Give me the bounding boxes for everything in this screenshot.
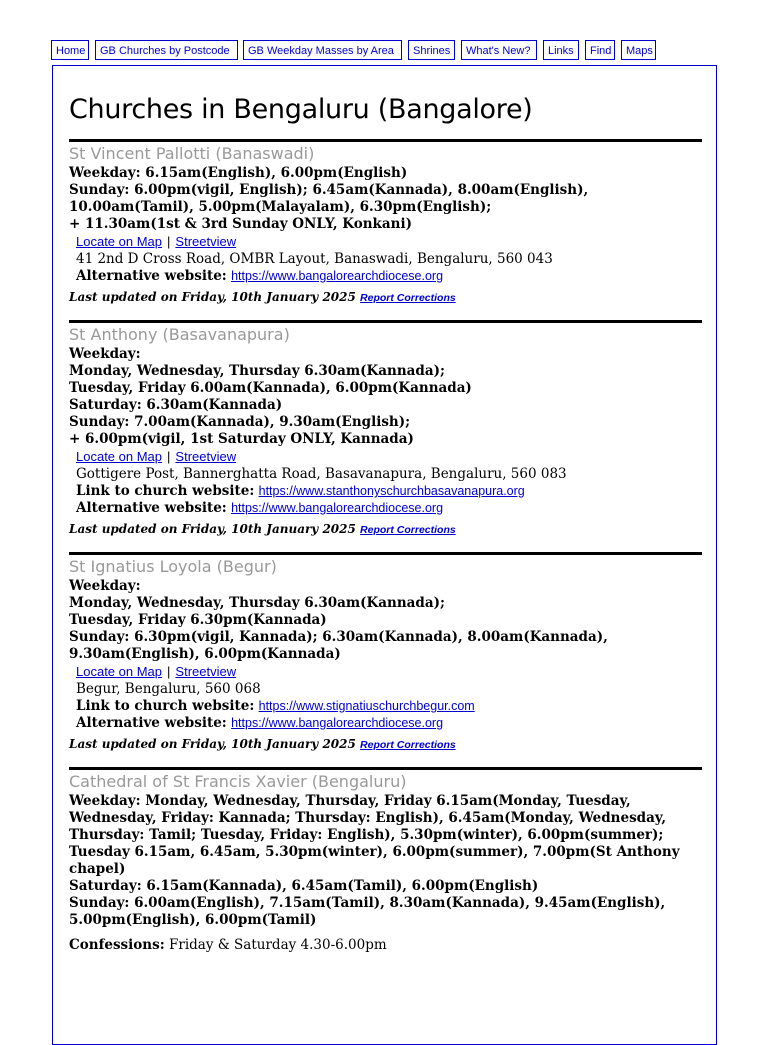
separator: | bbox=[167, 664, 171, 679]
locate-on-map-link[interactable]: Locate on Map bbox=[76, 234, 163, 249]
church-name: St Anthony (Basavanapura) bbox=[69, 325, 290, 344]
last-updated-text: Last updated on Friday, 10th January 2025 bbox=[69, 522, 356, 536]
alternative-website bbox=[76, 500, 702, 517]
last-updated bbox=[69, 735, 702, 754]
content-area bbox=[69, 66, 702, 954]
locate-on-map-link[interactable]: Locate on Map bbox=[76, 664, 163, 679]
last-updated-text: Last updated on Friday, 10th January 2025 bbox=[69, 737, 356, 751]
divider bbox=[69, 767, 702, 770]
separator: | bbox=[167, 234, 171, 249]
nav-home-link[interactable]: Home bbox=[51, 40, 89, 60]
mass-line: Weekday: 6.15am(English), 6.00pm(English) bbox=[69, 165, 408, 181]
mass-line: Sunday: 6.00am(English), 7.15am(Tamil), 8.30am(Kannada), 9.45am(English), 5.00pm(English), 6.00pm(Tamil) bbox=[69, 895, 666, 928]
mass-line: Weekday: bbox=[69, 578, 141, 594]
last-updated-text: Last updated on Friday, 10th January 2025 bbox=[69, 290, 356, 304]
confessions-label: Confessions: bbox=[69, 937, 165, 953]
map-links bbox=[76, 663, 702, 681]
church-website bbox=[76, 698, 702, 715]
church-entry bbox=[69, 552, 702, 754]
mass-line: Weekday: Monday, Wednesday, Thursday, Friday 6.15am(Monday, Tuesday, Wednesday, Friday: Kannada; Thursday: English), 6.45am(Monday, Wednesday, Thursday: Tamil; Tuesday, Friday: English), 5.30pm(winter), 6.00pm(summer); bbox=[69, 793, 667, 843]
report-corrections-link[interactable]: Report Corrections bbox=[360, 739, 456, 751]
mass-times bbox=[69, 165, 702, 233]
church-website-label: Link to church website: bbox=[76, 483, 255, 499]
mass-line: Sunday: 7.00am(Kannada), 9.30am(English); bbox=[69, 414, 411, 430]
mass-line: Weekday: bbox=[69, 346, 141, 362]
mass-line: Monday, Wednesday, Thursday 6.30am(Kannada); bbox=[69, 595, 445, 611]
church-name: Cathedral of St Francis Xavier (Bengaluru) bbox=[69, 772, 407, 791]
church-entry bbox=[69, 139, 702, 307]
mass-line: Sunday: 6.30pm(vigil, Kannada); 6.30am(Kannada), 8.00am(Kannada), 9.30am(English), 6.00pm(Kannada) bbox=[69, 629, 608, 662]
map-links bbox=[76, 233, 702, 251]
alternative-website-label: Alternative website: bbox=[76, 715, 227, 731]
confessions-times: Friday & Saturday 4.30-6.00pm bbox=[169, 937, 387, 953]
nav-churches-by-postcode-link[interactable]: GB Churches by Postcode bbox=[95, 40, 238, 60]
church-website-link[interactable]: https://www.stanthonyschurchbasavanapura.org bbox=[258, 484, 525, 498]
church-website-label: Link to church website: bbox=[76, 698, 255, 714]
confessions bbox=[69, 937, 702, 954]
last-updated bbox=[69, 288, 702, 307]
alternative-website-link[interactable]: https://www.bangalorearchdiocese.org bbox=[231, 269, 444, 283]
mass-times bbox=[69, 793, 702, 929]
nav-links-link[interactable]: Links bbox=[543, 40, 579, 60]
church-name: St Ignatius Loyola (Begur) bbox=[69, 557, 277, 576]
alternative-website bbox=[76, 268, 702, 285]
mass-line: Saturday: 6.30am(Kannada) bbox=[69, 397, 283, 413]
mass-line: Tuesday, Friday 6.00am(Kannada), 6.00pm(Kannada) bbox=[69, 380, 472, 396]
church-entry bbox=[69, 320, 702, 539]
last-updated bbox=[69, 520, 702, 539]
streetview-link[interactable]: Streetview bbox=[175, 664, 237, 679]
alternative-website-link[interactable]: https://www.bangalorearchdiocese.org bbox=[231, 501, 444, 515]
nav-maps-link[interactable]: Maps bbox=[621, 40, 656, 60]
nav-shrines-link[interactable]: Shrines bbox=[408, 40, 455, 60]
mass-line: Sunday: 6.00pm(vigil, English); 6.45am(Kannada), 8.00am(English), 10.00am(Tamil), 5.00pm(Malayalam), 6.30pm(English); bbox=[69, 182, 589, 215]
church-website-link[interactable]: https://www.stignatiuschurchbegur.com bbox=[258, 699, 475, 713]
map-links bbox=[76, 448, 702, 466]
church-address: Gottigere Post, Bannerghatta Road, Basavanapura, Bengaluru, 560 083 bbox=[76, 466, 567, 482]
report-corrections-link[interactable]: Report Corrections bbox=[360, 292, 456, 304]
mass-line: Monday, Wednesday, Thursday 6.30am(Kannada); bbox=[69, 363, 445, 379]
mass-line: Tuesday 6.15am, 6.45am, 5.30pm(winter), 6.00pm(summer), 7.00pm(St Anthony chapel) bbox=[69, 844, 680, 877]
church-entry bbox=[69, 767, 702, 954]
alternative-website-link[interactable]: https://www.bangalorearchdiocese.org bbox=[231, 716, 444, 730]
page-title: Churches in Bengaluru (Bangalore) bbox=[69, 94, 533, 125]
mass-times bbox=[69, 578, 702, 663]
locate-on-map-link[interactable]: Locate on Map bbox=[76, 449, 163, 464]
streetview-link[interactable]: Streetview bbox=[175, 449, 237, 464]
church-address: 41 2nd D Cross Road, OMBR Layout, Banaswadi, Bengaluru, 560 043 bbox=[76, 251, 553, 267]
mass-line: + 11.30am(1st & 3rd Sunday ONLY, Konkani) bbox=[69, 216, 412, 232]
divider bbox=[69, 552, 702, 555]
mass-line: Tuesday, Friday 6.30pm(Kannada) bbox=[69, 612, 327, 628]
alternative-website-label: Alternative website: bbox=[76, 268, 227, 284]
streetview-link[interactable]: Streetview bbox=[175, 234, 237, 249]
nav-find-link[interactable]: Find bbox=[585, 40, 615, 60]
report-corrections-link[interactable]: Report Corrections bbox=[360, 524, 456, 536]
church-website bbox=[76, 483, 702, 500]
divider bbox=[69, 139, 702, 142]
church-name: St Vincent Pallotti (Banaswadi) bbox=[69, 144, 315, 163]
alternative-website bbox=[76, 715, 702, 732]
mass-times bbox=[69, 346, 702, 448]
nav-whats-new-link[interactable]: What's New? bbox=[461, 40, 537, 60]
nav-weekday-masses-link[interactable]: GB Weekday Masses by Area bbox=[243, 40, 402, 60]
separator: | bbox=[167, 449, 171, 464]
mass-line: Saturday: 6.15am(Kannada), 6.45am(Tamil), 6.00pm(English) bbox=[69, 878, 539, 894]
mass-line: + 6.00pm(vigil, 1st Saturday ONLY, Kannada) bbox=[69, 431, 414, 447]
divider bbox=[69, 320, 702, 323]
content-panel bbox=[52, 65, 717, 1045]
church-address: Begur, Bengaluru, 560 068 bbox=[76, 681, 261, 697]
alternative-website-label: Alternative website: bbox=[76, 500, 227, 516]
